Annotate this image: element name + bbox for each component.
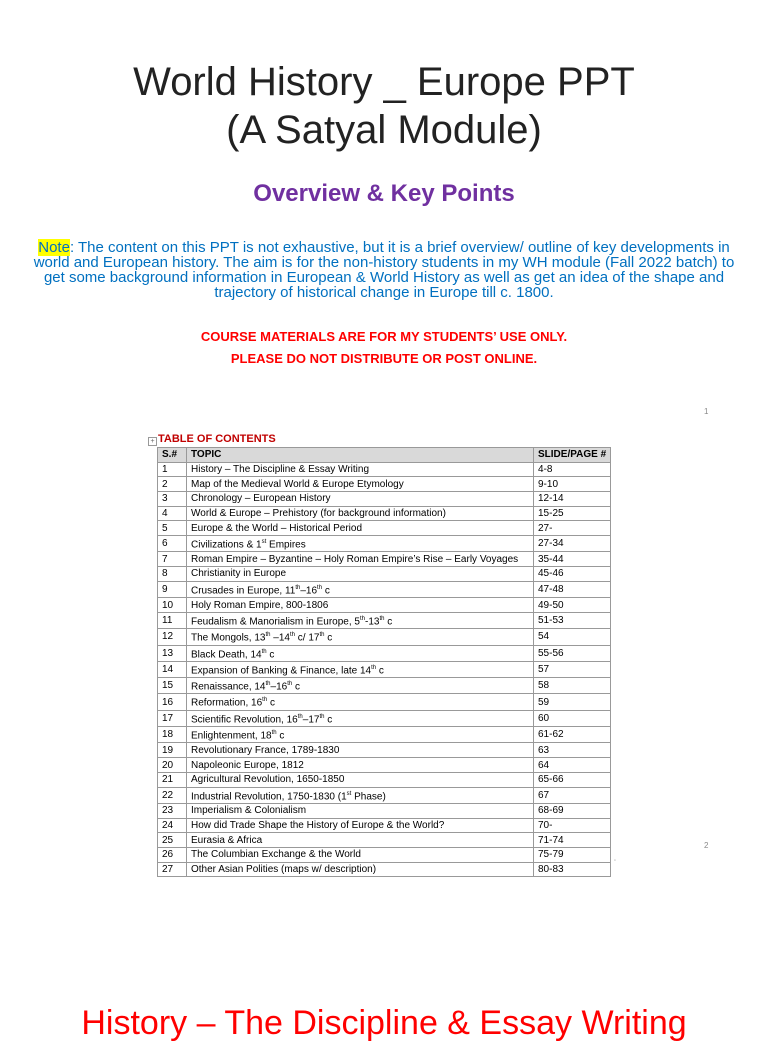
title-line-2: (A Satyal Module) [226,108,542,152]
row-number: 2 [158,477,187,492]
row-number: 22 [158,787,187,803]
table-row [158,492,611,507]
row-number: 4 [158,506,187,521]
row-number: 12 [158,629,187,645]
row-number: 24 [158,818,187,833]
row-page: 12-14 [534,492,611,507]
subtitle: Overview & Key Points [253,180,515,207]
row-topic: Civilizations & 1st Empires [187,536,534,552]
table-row [158,629,611,645]
row-number: 21 [158,772,187,787]
row-page: 51-53 [534,612,611,628]
row-page: 70- [534,818,611,833]
row-topic: The Columbian Exchange & the World [187,847,534,862]
col-header-number: S.# [158,448,187,463]
row-number: 15 [158,678,187,694]
row-topic: How did Trade Shape the History of Europe & the World? [187,818,534,833]
row-number: 3 [158,492,187,507]
row-number: 5 [158,521,187,536]
table-row [158,661,611,677]
row-page: 64 [534,758,611,773]
row-page: 63 [534,743,611,758]
row-number: 13 [158,645,187,661]
row-page: 61-62 [534,727,611,743]
table-row [158,862,611,877]
row-topic: History – The Discipline & Essay Writing [187,462,534,477]
row-number: 10 [158,598,187,613]
table-row [158,521,611,536]
slide-3-title: History – The Discipline & Essay Writing [81,1004,687,1042]
table-row [158,758,611,773]
row-number: 11 [158,612,187,628]
toc-body [158,462,611,877]
row-page: 54 [534,629,611,645]
row-topic: Imperialism & Colonialism [187,803,534,818]
table-row [158,462,611,477]
note-paragraph [28,240,740,300]
row-page: 58 [534,678,611,694]
slide-1 [0,0,768,430]
row-topic: Europe & the World – Historical Period [187,521,534,536]
row-topic: World & Europe – Prehistory (for background information) [187,506,534,521]
row-number: 16 [158,694,187,710]
row-page: 65-66 [534,772,611,787]
row-page: 4-8 [534,462,611,477]
note-text: : The content on this PPT is not exhaustive, but it is a brief overview/ outline of key developments in world and European history. The aim is for the non-history students in my WH module (Fall 2022 batch) to get some background information in European & World History as well as get an idea of the shape and trajectory of historical change in Europe till c. 1800. [33,239,735,301]
warning-line-1: COURSE MATERIALS ARE FOR MY STUDENTS’ USE ONLY. [200,329,568,344]
row-topic: Eurasia & Africa [187,833,534,848]
row-page: 57 [534,661,611,677]
row-page: 47-48 [534,581,611,597]
row-page: 27- [534,521,611,536]
row-number: 9 [158,581,187,597]
row-number: 1 [158,462,187,477]
row-topic: Christianity in Europe [187,567,534,582]
toc-header-row [158,448,611,463]
table-row [158,506,611,521]
row-page: 60 [534,710,611,726]
row-number: 18 [158,727,187,743]
page-number-1: 1 [704,407,709,416]
row-number: 26 [158,847,187,862]
row-page: 71-74 [534,833,611,848]
table-row [158,645,611,661]
row-topic: Enlightenment, 18th c [187,727,534,743]
table-row [158,678,611,694]
row-topic: Revolutionary France, 1789-1830 [187,743,534,758]
row-topic: Roman Empire – Byzantine – Holy Roman Empire’s Rise – Early Voyages [187,552,534,567]
table-row [158,581,611,597]
row-page: 27-34 [534,536,611,552]
row-topic: Reformation, 16th c [187,694,534,710]
table-row [158,727,611,743]
row-number: 14 [158,661,187,677]
row-number: 17 [158,710,187,726]
table-resize-handle-icon[interactable]: ▫ [613,858,616,864]
table-row [158,612,611,628]
row-topic: Renaissance, 14th–16th c [187,678,534,694]
row-topic: Agricultural Revolution, 1650-1850 [187,772,534,787]
table-row [158,710,611,726]
row-number: 6 [158,536,187,552]
row-page: 67 [534,787,611,803]
slide-2 [148,432,618,875]
row-page: 80-83 [534,862,611,877]
row-number: 23 [158,803,187,818]
col-header-topic: TOPIC [187,448,534,463]
table-row [158,847,611,862]
row-page: 68-69 [534,803,611,818]
col-header-page: SLIDE/PAGE # [534,448,611,463]
table-move-handle-icon[interactable]: + [148,437,157,446]
row-topic: Black Death, 14th c [187,645,534,661]
row-page: 49-50 [534,598,611,613]
row-topic: Expansion of Banking & Finance, late 14th c [187,661,534,677]
toc-table [157,447,611,877]
table-row [158,567,611,582]
row-topic: Crusades in Europe, 11th–16th c [187,581,534,597]
table-row [158,772,611,787]
row-page: 59 [534,694,611,710]
row-topic: Chronology – European History [187,492,534,507]
row-topic: Holy Roman Empire, 800-1806 [187,598,534,613]
page-number-2: 2 [704,841,709,850]
row-number: 25 [158,833,187,848]
row-topic: The Mongols, 13th –14th c/ 17th c [187,629,534,645]
row-page: 45-46 [534,567,611,582]
row-number: 27 [158,862,187,877]
row-topic: Feudalism & Manorialism in Europe, 5th-13th c [187,612,534,628]
row-topic: Industrial Revolution, 1750-1830 (1st Phase) [187,787,534,803]
row-page: 35-44 [534,552,611,567]
row-topic: Scientific Revolution, 16th–17th c [187,710,534,726]
table-row [158,803,611,818]
table-row [158,818,611,833]
row-page: 9-10 [534,477,611,492]
page-title [0,58,768,154]
table-row [158,536,611,552]
row-number: 19 [158,743,187,758]
row-number: 20 [158,758,187,773]
row-topic: Napoleonic Europe, 1812 [187,758,534,773]
row-topic: Other Asian Polities (maps w/ description) [187,862,534,877]
table-row [158,743,611,758]
table-row [158,694,611,710]
row-number: 7 [158,552,187,567]
toc-heading: TABLE OF CONTENTS [158,433,276,445]
row-topic: Map of the Medieval World & Europe Etymology [187,477,534,492]
table-row [158,598,611,613]
table-row [158,787,611,803]
table-row [158,833,611,848]
row-page: 15-25 [534,506,611,521]
row-number: 8 [158,567,187,582]
row-page: 75-79 [534,847,611,862]
warning-line-2: PLEASE DO NOT DISTRIBUTE OR POST ONLINE. [230,351,538,366]
title-line-1: World History _ Europe PPT [133,60,635,104]
row-page: 55-56 [534,645,611,661]
table-row [158,477,611,492]
note-label: Note [38,239,70,256]
table-row [158,552,611,567]
